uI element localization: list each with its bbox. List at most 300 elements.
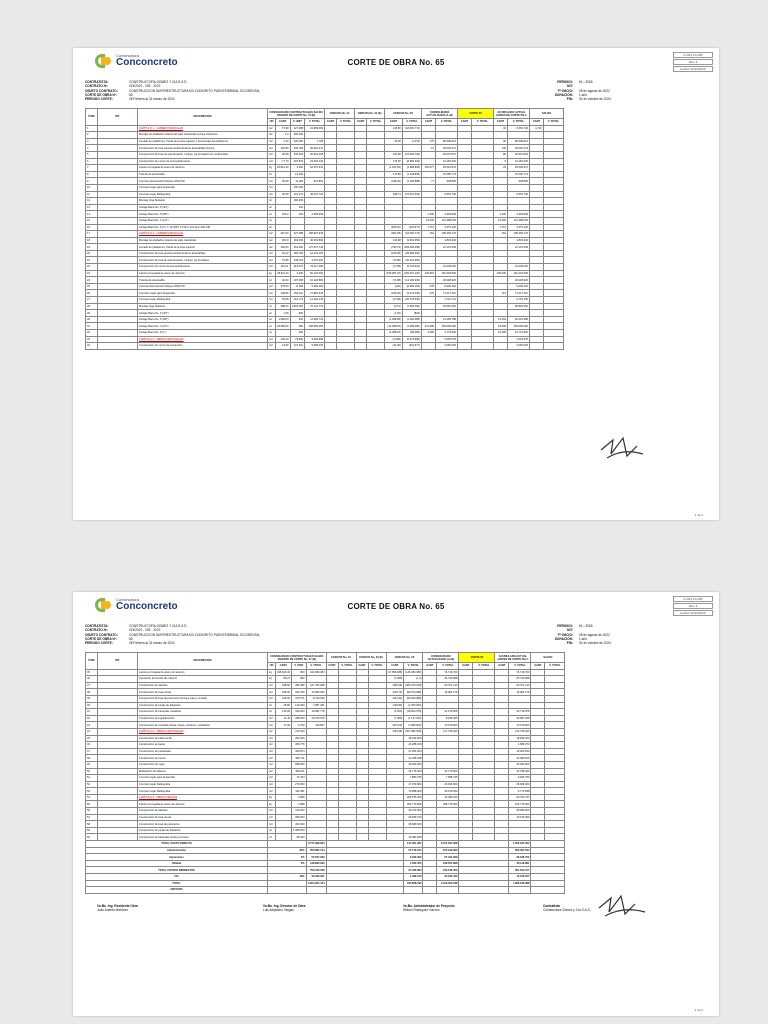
- cell-t7: 4.999.999: [507, 211, 529, 218]
- cell-i: 41: [86, 709, 98, 716]
- cell-c7: [495, 748, 509, 755]
- cell-c7: [495, 702, 509, 709]
- cell-c5: [385, 204, 403, 211]
- cell-c6b: [459, 728, 473, 735]
- cell-t6: 117.799.000: [437, 728, 459, 735]
- total-pct: 5%: [268, 860, 307, 867]
- cell-d: Construcción de barandas metálicas: [138, 709, 268, 716]
- cell-u: m2: [268, 244, 276, 251]
- table-row: [86, 283, 564, 290]
- cell-nit: [98, 781, 138, 788]
- cell-vu: 270.000: [291, 781, 306, 788]
- cell-t6: 41.079.008: [437, 709, 459, 716]
- cell-c5b: [326, 821, 338, 828]
- cell-c6b: [459, 761, 473, 768]
- signature-name: Constructora Gómez y Cía S.A.S.: [543, 908, 591, 912]
- cell-i: 22: [86, 264, 98, 271]
- total-spacer: [459, 874, 509, 881]
- cell-c: [276, 781, 292, 788]
- cell-i: 5: [86, 151, 98, 158]
- cell-sb: [543, 211, 563, 218]
- cell-d: CAPÍTULO 5 - OBRAS FINALES: [138, 794, 268, 801]
- cell-c5c: [356, 808, 368, 815]
- cell-sa: [529, 217, 543, 224]
- total-pct: [268, 880, 307, 887]
- meta-key: CONTRATO Nº:: [85, 84, 109, 89]
- cell-c6b: [457, 323, 471, 330]
- cell-t5: (26.778.630): [402, 297, 421, 304]
- cell-c6: [423, 775, 437, 782]
- cell-sb: [543, 270, 563, 277]
- cell-sb: [545, 781, 565, 788]
- meta-key: PERIODO CORTE:: [85, 97, 113, 102]
- cell-d: Concreto lugar Radiografía: [138, 788, 268, 795]
- cell-t6b: [471, 171, 493, 178]
- cell-c6b: [459, 742, 473, 749]
- cell-vt: 24.989.099: [305, 125, 325, 132]
- cell-t6: [435, 250, 457, 257]
- cell-c5b: [325, 244, 337, 251]
- cell-c5b: [326, 676, 338, 683]
- cell-c6b: [459, 715, 473, 722]
- signature-stamp: [593, 888, 653, 924]
- cell-c5b: [326, 834, 338, 841]
- cell-t7: [509, 702, 531, 709]
- cell-c5: (269,39): [385, 290, 403, 297]
- cell-sa: [529, 178, 543, 185]
- cell-sb: [543, 125, 563, 132]
- cell-t7: 26.009.000: [509, 781, 531, 788]
- cell-t5c: [367, 270, 385, 277]
- cell-sb: [543, 237, 563, 244]
- cell-u: un: [268, 224, 276, 231]
- column-subheader: CANT: [326, 663, 338, 670]
- cell-i: 11: [86, 191, 98, 198]
- cell-nit: [98, 125, 138, 132]
- cell-c: 188,60: [276, 682, 292, 689]
- cell-i: 46: [86, 742, 98, 749]
- cell-t6: 4.999.999: [435, 211, 457, 218]
- cell-nit: [98, 676, 138, 683]
- cell-c6b: [457, 250, 471, 257]
- cell-i: 20: [86, 250, 98, 257]
- cell-c7: [495, 821, 509, 828]
- cell-i: 51: [86, 775, 98, 782]
- cell-c5b: [326, 755, 338, 762]
- cell-c5b: [325, 264, 337, 271]
- cell-u: m3: [268, 722, 276, 729]
- cell-t6: 8.036.405: [437, 715, 459, 722]
- cell-c6b: [457, 290, 471, 297]
- cell-t5b: [337, 151, 355, 158]
- cell-c5c: [356, 709, 368, 716]
- cell-c5c: [356, 781, 368, 788]
- cell-i: 36: [86, 676, 98, 683]
- cell-sb: [545, 748, 565, 755]
- cell-c6b: [459, 814, 473, 821]
- cell-t5c: [368, 695, 386, 702]
- cell-c5c: [356, 775, 368, 782]
- cell-t5: (1.688.808): [402, 165, 421, 172]
- table-row: [86, 801, 565, 808]
- cell-vu: 74.794: [291, 775, 306, 782]
- total-spacer: [459, 880, 509, 887]
- total-pct: 19%: [268, 874, 307, 881]
- cell-nit: [98, 323, 138, 330]
- cell-nit: [98, 138, 138, 145]
- cell-sa: [529, 237, 543, 244]
- cell-sa: [531, 682, 545, 689]
- cell-c7: [495, 775, 509, 782]
- cell-d: Lámina corrugada de acero de refuerzo: [138, 270, 268, 277]
- cell-u: m3: [268, 775, 276, 782]
- cell-sa: [529, 244, 543, 251]
- cell-u: m2: [268, 237, 276, 244]
- meta-key: CONTRATO Nº:: [85, 628, 109, 633]
- cell-c5: (681,08): [386, 728, 404, 735]
- cell-c6: [423, 834, 437, 841]
- cell-c5: [386, 761, 404, 768]
- cell-u: m3: [268, 184, 276, 191]
- column-subheader: V. TOTAL: [473, 663, 495, 670]
- cell-vu: 3.300: [290, 165, 305, 172]
- cell-t6b: [471, 277, 493, 284]
- cell-t5: (18.000.078): [404, 709, 423, 716]
- cell-c: 4,16: [276, 138, 291, 145]
- cell-nit: [98, 794, 138, 801]
- cell-c5b: [325, 178, 337, 185]
- cell-t7: 60.006.972: [507, 165, 529, 172]
- total-spacer: [423, 841, 437, 848]
- cell-c7: [495, 709, 509, 716]
- table-row: [86, 244, 564, 251]
- cell-t5c: [368, 742, 386, 749]
- cell-c6b: [457, 211, 471, 218]
- cell-vu: 860: [290, 310, 305, 317]
- total-t5: 7.350.055: [404, 860, 423, 867]
- cell-t6: 34.206.000: [435, 264, 457, 271]
- cell-c5: (195.687,20): [386, 271, 401, 275]
- cell-vu: 330.780: [291, 689, 306, 696]
- cell-c5b: [326, 742, 338, 749]
- cell-t6b: [473, 775, 495, 782]
- cell-t5b: [337, 178, 355, 185]
- cell-vt: 162.084.383: [306, 669, 326, 676]
- table-row: [86, 158, 564, 165]
- cell-c5: 32,95: [385, 138, 403, 145]
- table-row: [86, 336, 564, 343]
- cell-vt: 70.383.930: [306, 689, 326, 696]
- cell-sb: [543, 191, 563, 198]
- cell-t5c: [367, 316, 385, 323]
- cell-t7: 3.275.420: [507, 224, 529, 231]
- cell-u: m2: [268, 125, 276, 132]
- cell-vu: 116.173: [290, 191, 305, 198]
- cell-t5c: [367, 204, 385, 211]
- cell-c5c: [355, 224, 367, 231]
- cell-vt: [306, 788, 326, 795]
- signature-role: Vo.Bo. Ing. Director de Obra: [263, 904, 306, 908]
- cell-c: 1,08: [276, 310, 291, 317]
- total-pct: [268, 867, 307, 874]
- cell-t5b: [337, 270, 355, 277]
- total-spacer: [423, 860, 437, 867]
- cell-c5b: [326, 728, 338, 735]
- cell-vu: 368.011: [291, 768, 306, 775]
- meta-key: CORTE DE OBRA Nº:: [85, 92, 118, 97]
- table-row: [86, 303, 564, 310]
- cell-c6: [421, 297, 435, 304]
- cell-c5c: [356, 702, 368, 709]
- total-t5: 185.858.595: [404, 880, 423, 887]
- cell-t5c: [367, 277, 385, 284]
- cell-vt: [305, 217, 325, 224]
- table-row: [86, 297, 564, 304]
- table-row: [86, 761, 565, 768]
- cell-vt: [306, 761, 326, 768]
- cell-c: [276, 748, 292, 755]
- cell-nit: [98, 184, 138, 191]
- cell-u: m3: [268, 290, 276, 297]
- cell-t5b: [337, 264, 355, 271]
- total-spacer: [423, 874, 437, 881]
- cell-c5: (1.088,00): [385, 330, 403, 337]
- cell-c5b: [325, 171, 337, 178]
- cell-vu: 68.000: [291, 834, 306, 841]
- cell-u: m3: [268, 682, 276, 689]
- cell-t7: [509, 834, 531, 841]
- column-subheader: V. TOTAL: [367, 119, 385, 126]
- cell-t5c: [368, 669, 386, 676]
- cell-sa: [529, 211, 543, 218]
- cell-c6: [423, 682, 437, 689]
- cell-d: Construcción de muros de contención: [138, 343, 268, 350]
- cell-c5: [386, 788, 404, 795]
- cell-c5c: [355, 297, 367, 304]
- cell-vt: [306, 814, 326, 821]
- cell-i: 24: [86, 277, 98, 284]
- signature-name: Wilson Rodríguez Garzón: [403, 908, 440, 912]
- cell-t6b: [473, 814, 495, 821]
- cell-t7: 29.098.925: [507, 277, 529, 284]
- cell-sb: [543, 151, 563, 158]
- cell-c6b: [459, 682, 473, 689]
- total-spacer: [326, 874, 404, 881]
- cell-t5b: [337, 138, 355, 145]
- column-header: CORTE 65: [457, 109, 493, 119]
- cell-c6: 211.089: [421, 323, 435, 330]
- cell-t5: (99.000.088): [404, 695, 423, 702]
- cell-t5c: [367, 290, 385, 297]
- table-row: [86, 728, 565, 735]
- cell-sb: [543, 303, 563, 310]
- cell-t5c: [368, 775, 386, 782]
- cell-sb: [543, 158, 563, 165]
- total-spacer: [326, 854, 404, 861]
- cell-c6b: [457, 257, 471, 264]
- cell-d: Modulación de tableros: [138, 768, 268, 775]
- cell-c7: 9: [493, 158, 507, 165]
- cell-sb: [543, 250, 563, 257]
- cell-c5b: [326, 788, 338, 795]
- cell-t5b: [338, 715, 356, 722]
- cell-c6b: [459, 821, 473, 828]
- column-subheader: CANT: [385, 119, 403, 126]
- cell-t5: (183.008.458): [403, 245, 420, 249]
- cell-c: 85,27: [276, 676, 292, 683]
- total-spacer: [459, 847, 509, 854]
- cell-t5c: [367, 231, 385, 238]
- cell-c5b: [326, 761, 338, 768]
- table-row: [86, 316, 564, 323]
- cell-c6: [423, 742, 437, 749]
- meta-value: CONSTRUCTORA GOMEZ Y CIA S.A.S.: [129, 624, 188, 628]
- cell-c6: 1.767: [421, 224, 435, 231]
- cell-t6b: [471, 198, 493, 205]
- cell-t5c: [367, 198, 385, 205]
- cell-c6b: [459, 808, 473, 815]
- meta-key: Fª INICIO:: [558, 88, 573, 93]
- cell-c5: [386, 735, 404, 742]
- cell-i: 1: [86, 125, 98, 132]
- cell-t5c: [367, 211, 385, 218]
- cell-t6b: [471, 178, 493, 185]
- cell-t5b: [338, 669, 356, 676]
- cell-t6: [437, 742, 459, 749]
- cell-i: 39: [86, 695, 98, 702]
- total-label: TOTAL COSTO DIRECTO: [86, 841, 268, 848]
- cell-c: 457,00: [276, 231, 291, 238]
- cell-c: 96,00: [276, 237, 291, 244]
- cell-c5c: [356, 722, 368, 729]
- cell-nit: [98, 264, 138, 271]
- cell-c: [276, 794, 292, 801]
- control-rev: Rev. 3: [673, 59, 713, 65]
- cell-c5b: [326, 709, 338, 716]
- cell-sb: [543, 231, 563, 238]
- table-row: [86, 264, 564, 271]
- cell-c7: [495, 781, 509, 788]
- cell-u: ml: [268, 198, 276, 205]
- column-subheader: V. TOTAL: [471, 119, 493, 126]
- cell-vt: [306, 834, 326, 841]
- cell-vt: [306, 742, 326, 749]
- cell-sb: [543, 277, 563, 284]
- cell-t7: 9.066.750: [509, 775, 531, 782]
- cell-c5: 188,74: [385, 191, 403, 198]
- cell-u: ml: [268, 303, 276, 310]
- cell-vt: [305, 310, 325, 317]
- cell-vt: [306, 748, 326, 755]
- cell-t7: 26.201.388: [507, 316, 529, 323]
- cell-c6: 200.818: [421, 270, 435, 277]
- cell-c6: [423, 801, 437, 808]
- cell-t6: 34.779.600: [437, 768, 459, 775]
- cell-c7: [495, 676, 509, 683]
- total-row: [86, 860, 565, 867]
- cell-t6: 131.488.000: [435, 217, 457, 224]
- meta-row: [85, 641, 260, 645]
- total-spacer: [423, 847, 437, 854]
- cell-c5b: [325, 330, 337, 337]
- cell-i: 58: [86, 821, 98, 828]
- cell-d: Construcción de regularización: [138, 715, 268, 722]
- cell-c5b: [325, 297, 337, 304]
- column-header: ÍTEM: [86, 109, 98, 126]
- cell-t6: 29.098.925: [435, 277, 457, 284]
- cell-c5c: [356, 676, 368, 683]
- cell-c5: [386, 834, 404, 841]
- total-label: ANTICIPO: [86, 887, 268, 894]
- cell-sa: [531, 676, 545, 683]
- cell-c6b: [459, 768, 473, 775]
- column-subheader: V. TOTAL: [543, 119, 563, 126]
- cell-c5c: [356, 682, 368, 689]
- cell-d: CAPÍTULO 4 - OBRAS ADICIONALES: [138, 728, 268, 735]
- cell-c5b: [325, 125, 337, 132]
- cell-t5b: [338, 794, 356, 801]
- total-spacer: [531, 887, 565, 894]
- cell-c5b: [325, 257, 337, 264]
- cell-t6b: [473, 834, 495, 841]
- cell-sb: [543, 224, 563, 231]
- cell-i: 8: [86, 171, 98, 178]
- cell-sb: [545, 801, 565, 808]
- cell-t7: 38.089.000: [509, 808, 531, 815]
- cell-c6b: [457, 343, 471, 350]
- cell-c6: [423, 814, 437, 821]
- cell-u: m3: [268, 808, 276, 815]
- cell-sa: [531, 834, 545, 841]
- cell-t7: 9.554.746: [507, 191, 529, 198]
- cell-nit: [98, 297, 138, 304]
- cell-sb: [545, 755, 565, 762]
- cell-c5c: [356, 814, 368, 821]
- cell-t5b: [337, 217, 355, 224]
- cell-c5b: [325, 198, 337, 205]
- cell-t5c: [367, 283, 385, 290]
- signature-name: Juan Andrés Martínez: [97, 908, 129, 912]
- cell-t5b: [337, 184, 355, 191]
- cell-vu: 1.088.000: [292, 829, 305, 833]
- cell-c: 288,00: [276, 303, 291, 310]
- cell-c7: [495, 801, 509, 808]
- cell-c: 21,80: [276, 343, 291, 350]
- cell-nit: [98, 165, 138, 172]
- cell-u: ml: [268, 834, 276, 841]
- cell-t5: (99.079.088): [404, 689, 423, 696]
- cell-c5: [385, 145, 403, 152]
- meta-key: PERIODO:: [557, 80, 573, 84]
- cell-sb: [543, 336, 563, 343]
- cell-t5c: [368, 755, 386, 762]
- cell-c: [276, 217, 291, 224]
- cell-nit: [98, 821, 138, 828]
- cell-c5: (17,89): [385, 297, 403, 304]
- cell-t7: 4.049.578: [507, 336, 529, 343]
- cell-t7: 22.161.008: [507, 244, 529, 251]
- cell-sb: [543, 198, 563, 205]
- cell-c5: (1.488): [386, 676, 404, 683]
- cell-t5: [402, 184, 421, 191]
- cell-t5: (7.089.080): [402, 323, 421, 330]
- cell-sb: [545, 682, 565, 689]
- cell-t6b: [471, 125, 493, 132]
- cell-t6: 9.554.746: [435, 191, 457, 198]
- cell-d: CAPÍTULO 3 - OBRAS ADICIONALES: [138, 336, 268, 343]
- column-subheader: V. TOTAL: [305, 119, 325, 126]
- cell-c6b: [459, 676, 473, 683]
